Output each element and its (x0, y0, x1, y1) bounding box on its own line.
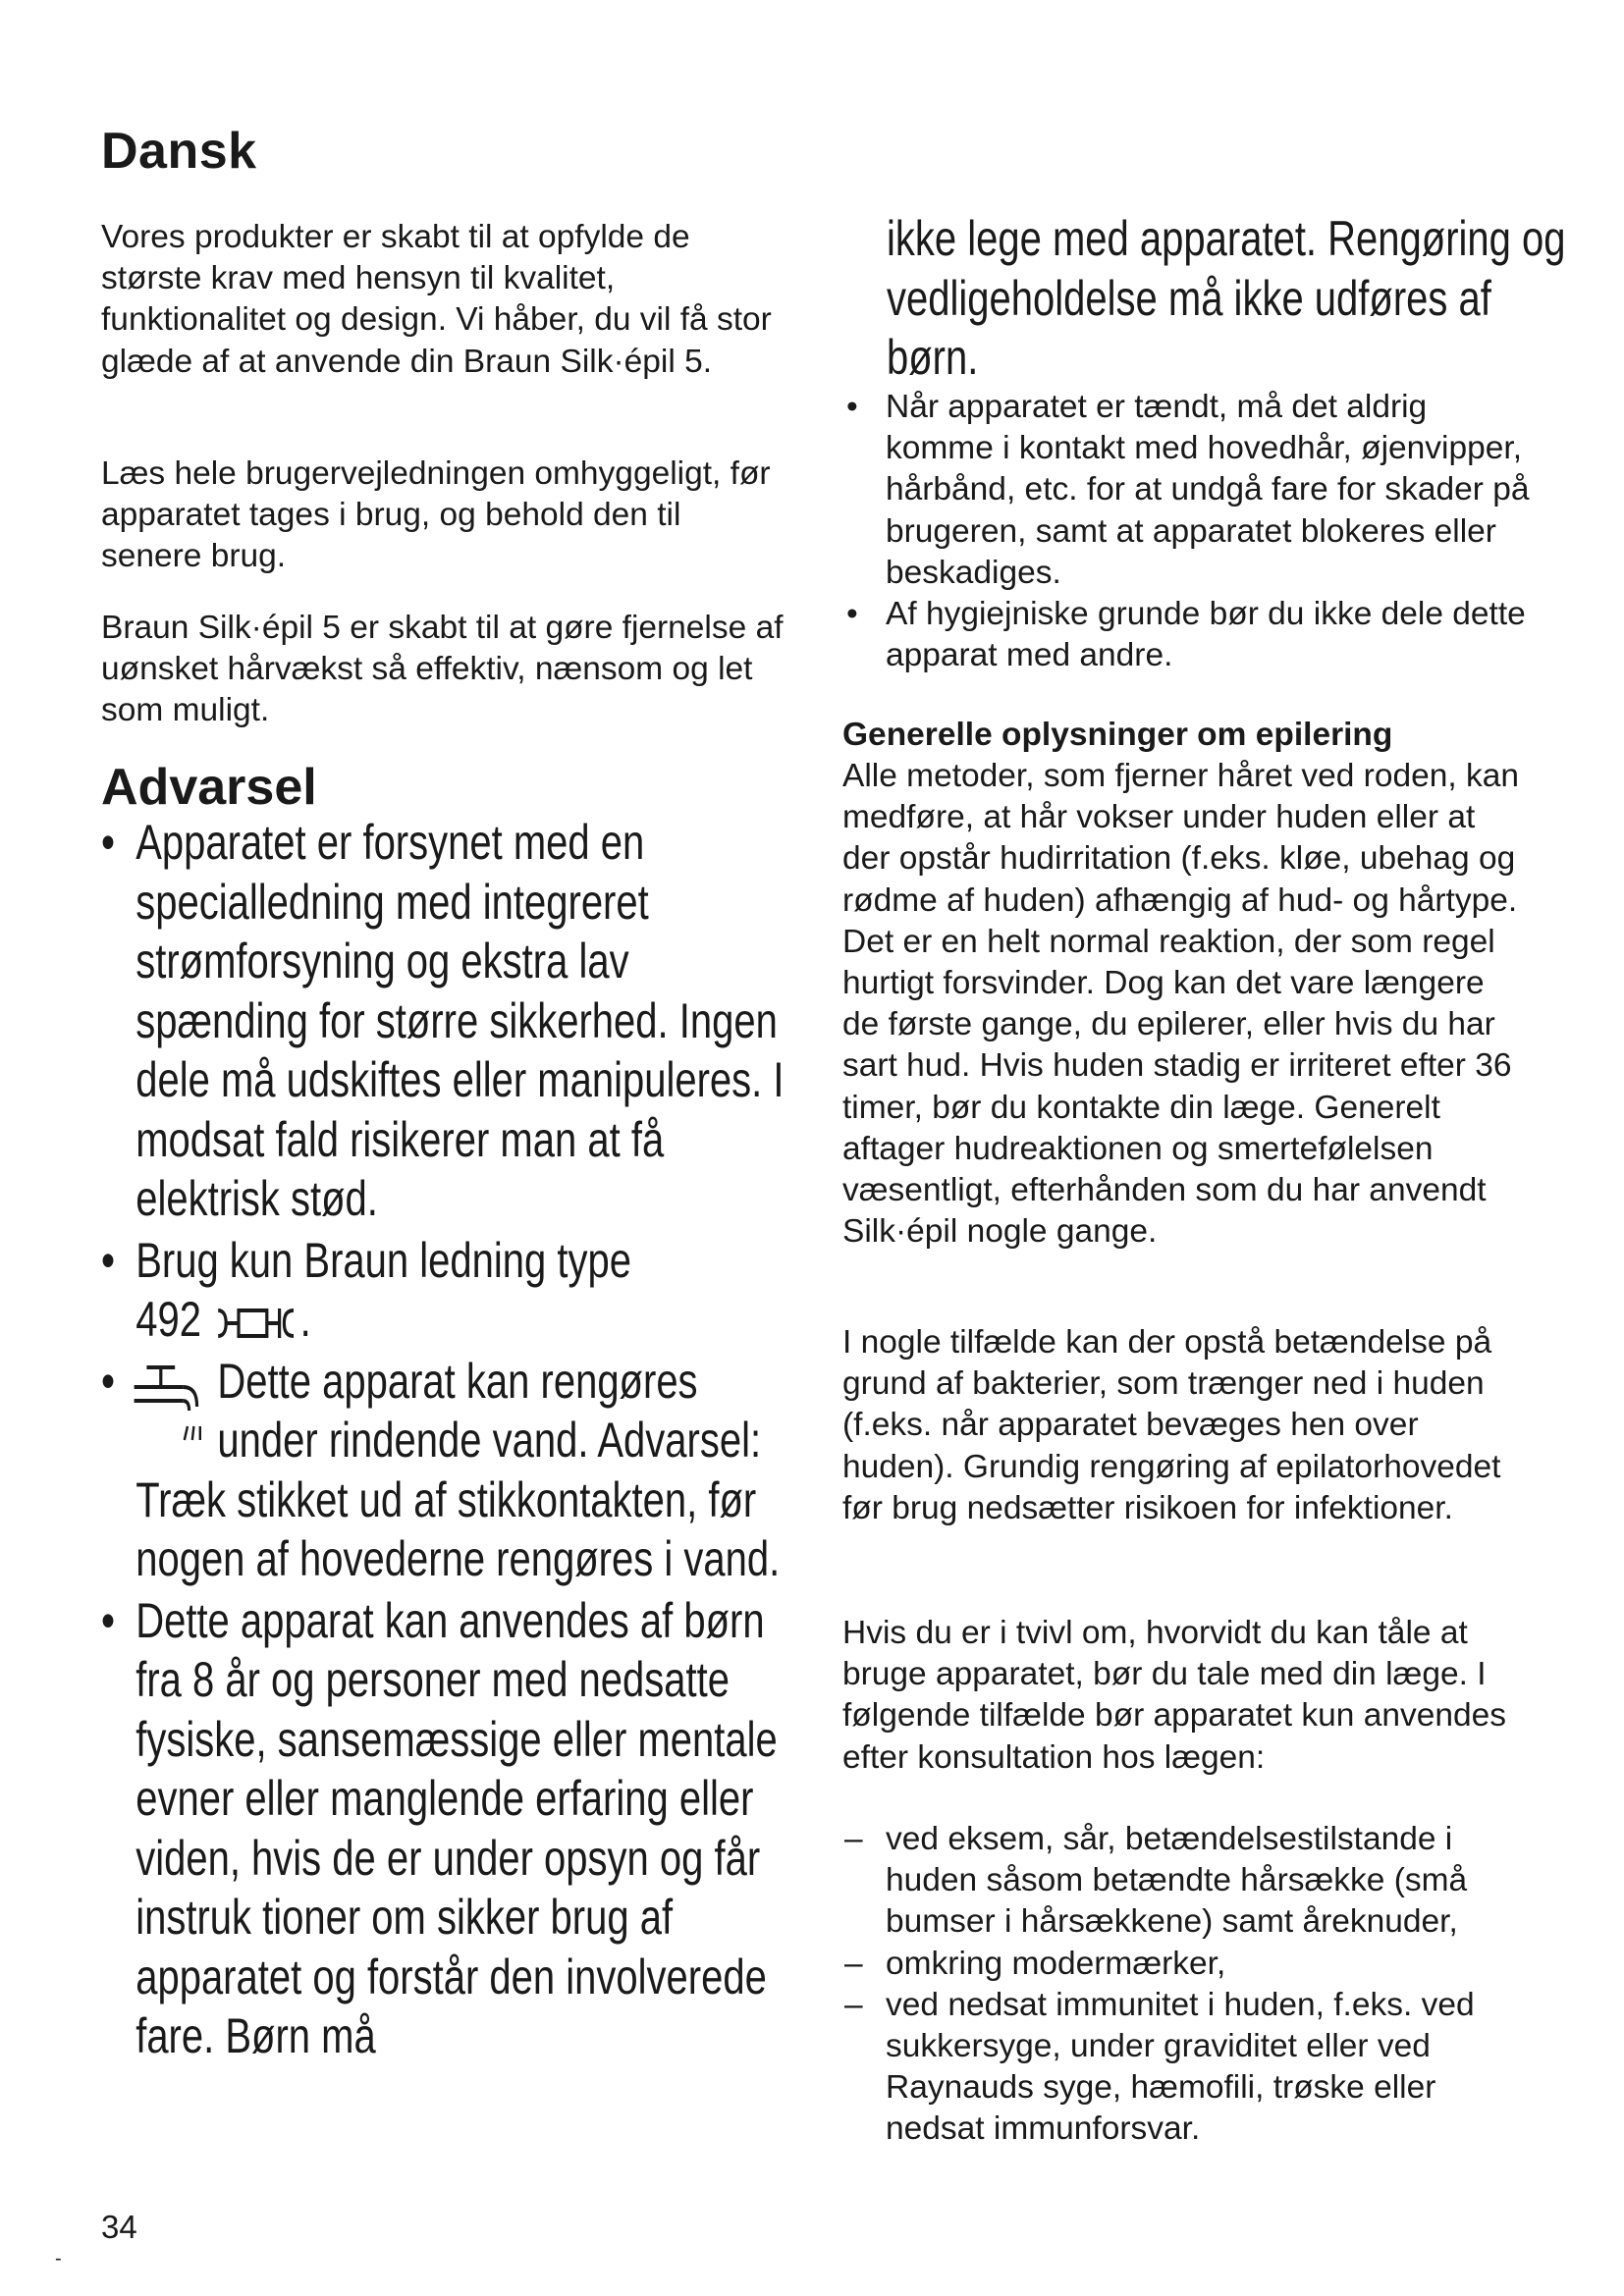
warning-continuation: ikke lege med apparatet. Rengøring og vedligeholdelse må ikke udføres af børn. (887, 211, 1566, 385)
bullet-icon: • (101, 1592, 116, 1648)
general-heading: Generelle oplysninger om epilering (842, 717, 1393, 753)
warning-item-4-text: Dette apparat kan anvendes af børn fra 8 år og personer med nedsatte fysiske, sansemæssige eller mentale evner eller manglende erfaring eller viden, hvis de er under opsyn og får instruk tioner om sikker brug af apparatet og forstår den involverede fare. Børn må (135, 1592, 778, 2063)
conditions-list (842, 1819, 1530, 2151)
warning-item-4 (101, 1591, 808, 2066)
warning-item-3 (101, 1352, 808, 1589)
bullet-icon: • (101, 1353, 116, 1409)
condition-item-2-text: omkring modermærker, (886, 1945, 1226, 1982)
condition-item-2 (842, 1944, 1530, 1985)
running-water-icon (131, 1356, 209, 1464)
warning-more-item-2 (842, 594, 1530, 676)
page-title: Dansk (101, 123, 257, 180)
dash-icon: – (844, 1945, 863, 1982)
intro-paragraph-3: Braun Silk·épil 5 er skabt til at gøre fjernelse af uønsket hårvækst så effektiv, nænsom og let som muligt. (101, 610, 784, 729)
warning-more-list (842, 387, 1530, 676)
warning-item-3-text: Dette apparat kan rengøres under rindende vand. Advarsel: Træk stikket ud af stikkontakten, før nogen af hovederne rengøres i vand. (135, 1353, 781, 1586)
cord-plug-icon (212, 1301, 300, 1346)
condition-item-1-text: ved eksem, sår, betændelsestilstande i huden såsom betændte hårsække (små bumser i hårsækkene) samt åreknuder, (886, 1821, 1468, 1941)
warning-more-item-2-text: Af hygiejniske grunde bør du ikke dele dette apparat med andre. (886, 596, 1526, 674)
general-paragraph-3: Hvis du er i tvivl om, hvorvidt du kan tåle at bruge apparatet, bør du tale med din læge. I følgende tilfælde bør apparatet kun anvendes efter konsultation hos lægen: (842, 1615, 1507, 1776)
dash-icon: – (844, 1821, 863, 1857)
bullet-icon: • (846, 596, 858, 633)
corner-mark: - (55, 2248, 62, 2269)
dash-icon: – (844, 1986, 863, 2023)
intro-paragraph-1: Vores produkter er skabt til at opfylde de største krav med hensyn til kvalitet, funktionalitet og design. Vi håber, du vil få stor glæde af at anvende din Braun Silk·épil 5. (101, 219, 772, 380)
cord-type-period: . (299, 1292, 311, 1347)
page-number: 34 (101, 2209, 137, 2245)
cord-type-number: 492 (135, 1292, 201, 1347)
general-paragraph-1: Alle metoder, som fjerner håret ved roden, kan medføre, at hår vokser under huden eller at der opstår hudirritation (f.eks. kløe, ubehag og rødme af huden) afhængig af hud- og hårtype. Det er en helt normal reaktion, der som regel hurtigt forsvinder. Dog kan det vare længere de første gange, du epilerer, eller hvis du har sart hud. Hvis huden stadig er irriteret efter 36 timer, bør du kontakte din læge. Generelt aftager hudreaktionen og smertefølelsen væsentligt, efterhånden som du har anvendt Silk·épil nogle gange. (842, 758, 1519, 1251)
warning-item-1-text: Apparatet er forsynet med en specialledning med integreret strømforsyning og ekstra lav spænding for større sikkerhed. Ingen dele må udskiftes eller manipuleres. I modsat fald risikerer man at få elektrisk stød. (135, 815, 785, 1226)
warning-item-1 (101, 813, 808, 1229)
condition-item-3-text: ved nedsat immunitet i huden, f.eks. ved sukkersyge, under graviditet eller ved Raynauds syge, hæmofili, trøske eller nedsat immunforsvar. (886, 1986, 1475, 2148)
bullet-icon: • (101, 815, 116, 870)
condition-item-1 (842, 1819, 1530, 1944)
condition-item-3 (842, 1985, 1530, 2151)
warning-more-item-1 (842, 387, 1530, 594)
warning-list (101, 813, 808, 2066)
intro-paragraph-2: Læs hele brugervejledningen omhyggeligt, før apparatet tages i brug, og behold den til senere brug. (101, 455, 771, 575)
warning-heading: Advarsel (101, 759, 317, 816)
warning-item-2 (101, 1231, 808, 1350)
warning-item-2-text: Brug kun Braun ledning type (135, 1232, 631, 1288)
bullet-icon: • (101, 1232, 116, 1288)
bullet-icon: • (846, 389, 858, 425)
general-paragraph-2: I nogle tilfælde kan der opstå betændelse på grund af bakterier, som trænger ned i huden (f.eks. når apparatet bevæges hen over huden). Grundig rengøring af epilatorhovedet før brug nedsætter risikoen for infektioner. (842, 1324, 1501, 1526)
warning-more-item-1-text: Når apparatet er tændt, må det aldrig komme i kontakt med hovedhår, øjenvipper, hårbånd, etc. for at undgå fare for skader på brugeren, samt at apparatet blokeres eller beskadiges. (886, 389, 1530, 591)
